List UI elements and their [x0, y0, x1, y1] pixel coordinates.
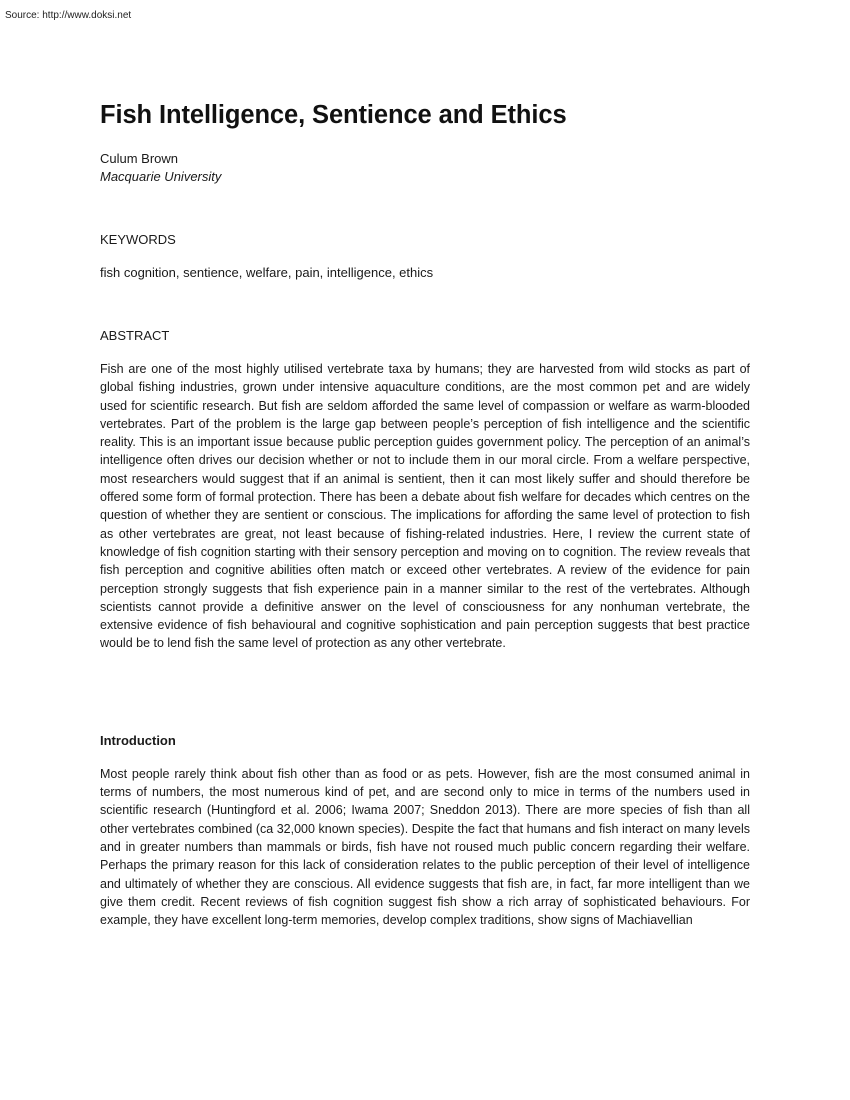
paper-page — [100, 98, 750, 929]
introduction-text: Most people rarely think about fish other than as food or as pets. However, fish are the most consumed animal in terms of numbers, the most numerous kind of pet, and are second only to mice in terms of the numbers used in scientific research (Huntingford et al. 2006; Iwama 2007; Sneddon 2013). There are more species of fish than all other vertebrates combined (ca 32,000 known species). Despite the fact that humans and fish interact on many levels and in greater numbers than mammals or birds, fish have not roused much public concern regarding their welfare. Perhaps the primary reason for this lack of consideration relates to the public perception of their level of intelligence and ultimately of whether they are conscious. All evidence suggests that fish are, in fact, far more intelligent than we give them credit. Recent reviews of fish cognition suggest fish show a rich array of sophisticated behaviours. For example, they have excellent long-term memories, develop complex traditions, show signs of Machiavellian — [100, 766, 750, 928]
paper-title: Fish Intelligence, Sentience and Ethics — [100, 101, 567, 129]
author-name: Culum Brown — [100, 151, 179, 166]
keywords-text: fish cognition, sentience, welfare, pain, intelligence, ethics — [100, 265, 434, 280]
introduction-heading: Introduction — [100, 732, 176, 748]
abstract-label: ABSTRACT — [100, 328, 170, 343]
author-affiliation: Macquarie University — [100, 169, 222, 184]
source-note: Source: http://www.doksi.net — [5, 10, 132, 21]
keywords-label: KEYWORDS — [100, 232, 176, 247]
abstract-text: Fish are one of the most highly utilised vertebrate taxa by humans; they are harvested from wild stocks as part of global fishing industries, grown under intensive aquaculture conditions, are the most common pet and are widely used for scientific research. But fish are seldom afforded the same level of compassion or welfare as warm-blooded vertebrates. Part of the problem is the large gap between people’s perception of fish intelligence and the scientific reality. This is an important issue because public perception guides government policy. The perception of an animal’s intelligence often drives our decision whether or not to include them in our moral circle. From a welfare perspective, most researchers would suggest that if an animal is sentient, then it can most likely suffer and should therefore be offered some form of formal protection. There has been a debate about fish welfare for decades which centres on the question of whether they are sentient or conscious. The implications for affording the same level of protection to fish as other vertebrates are great, not least because of fishing-related industries. Here, I review the current state of knowledge of fish cognition starting with their sensory perception and moving on to cognition. The review reveals that fish perception and cognitive abilities often match or exceed other vertebrates. A review of the evidence for pain perception strongly suggests that fish experience pain in a manner similar to the rest of the vertebrates. Although scientists cannot provide a definitive answer on the level of consciousness for any nonhuman vertebrate, the extensive evidence of fish behavioural and cognitive sophistication and pain perception suggests that best practice would be to lend fish the same level of protection as any other vertebrate. — [100, 362, 750, 651]
